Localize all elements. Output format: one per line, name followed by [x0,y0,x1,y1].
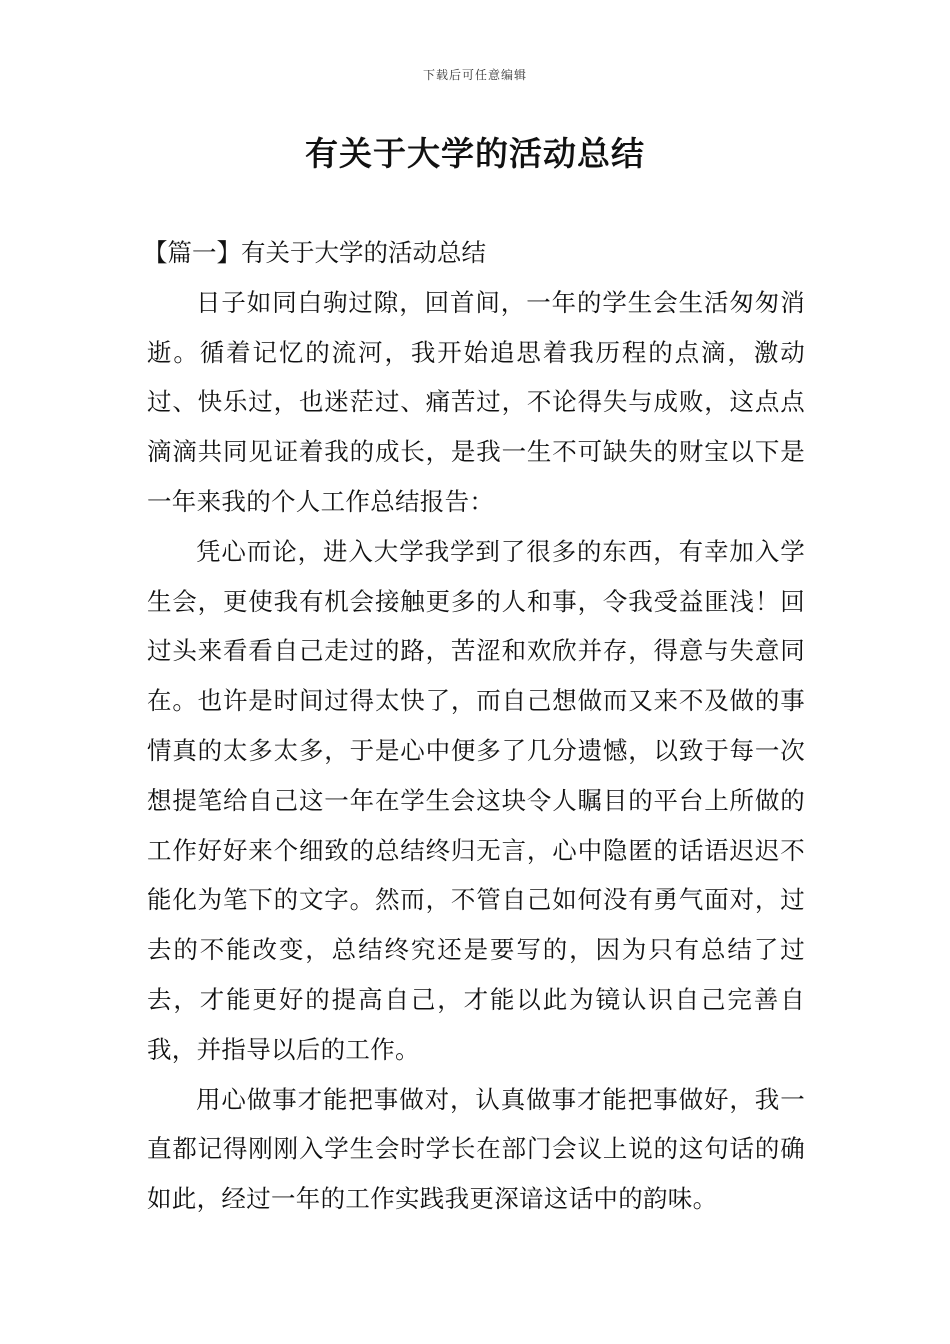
paragraph-1: 日子如同白驹过隙，回首间，一年的学生会生活匆匆消逝。循着记忆的流河，我开始追思着我历程的点滴，激动过、快乐过，也迷茫过、痛苦过，不论得失与成败，这点点滴滴共同见证着我的成长，是我一生不可缺失的财宝以下是一年来我的个人工作总结报告： [147,287,805,516]
paragraph-3: 用心做事才能把事做对，认真做事才能把事做好，我一直都记得刚刚入学生会时学长在部门会议上说的这句话的确如此，经过一年的工作实践我更深谙这话中的韵味。 [147,1084,805,1214]
paragraph-2: 凭心而论，进入大学我学到了很多的东西，有幸加入学生会，更使我有机会接触更多的人和事，令我受益匪浅！回过头来看看自己走过的路，苦涩和欢欣并存，得意与失意同在。也许是时间过得太快了，而自己想做而又来不及做的事情真的太多太多，于是心中便多了几分遗憾，以致于每一次想提笔给自己这一年在学生会这块令人瞩目的平台上所做的工作好好来个细致的总结终归无言，心中隐匿的话语迟迟不能化为笔下的文字。然而，不管自己如何没有勇气面对，过去的不能改变，总结终究还是要写的，因为只有总结了过去，才能更好的提高自己，才能以此为镜认识自己完善自我，并指导以后的工作。 [147,536,805,1064]
document-body [143,228,805,1224]
header-note: 下载后可任意编辑 [422,68,527,82]
section-heading: 【篇一】有关于大学的活动总结 [143,238,486,267]
document-title: 有关于大学的活动总结 [305,134,645,173]
